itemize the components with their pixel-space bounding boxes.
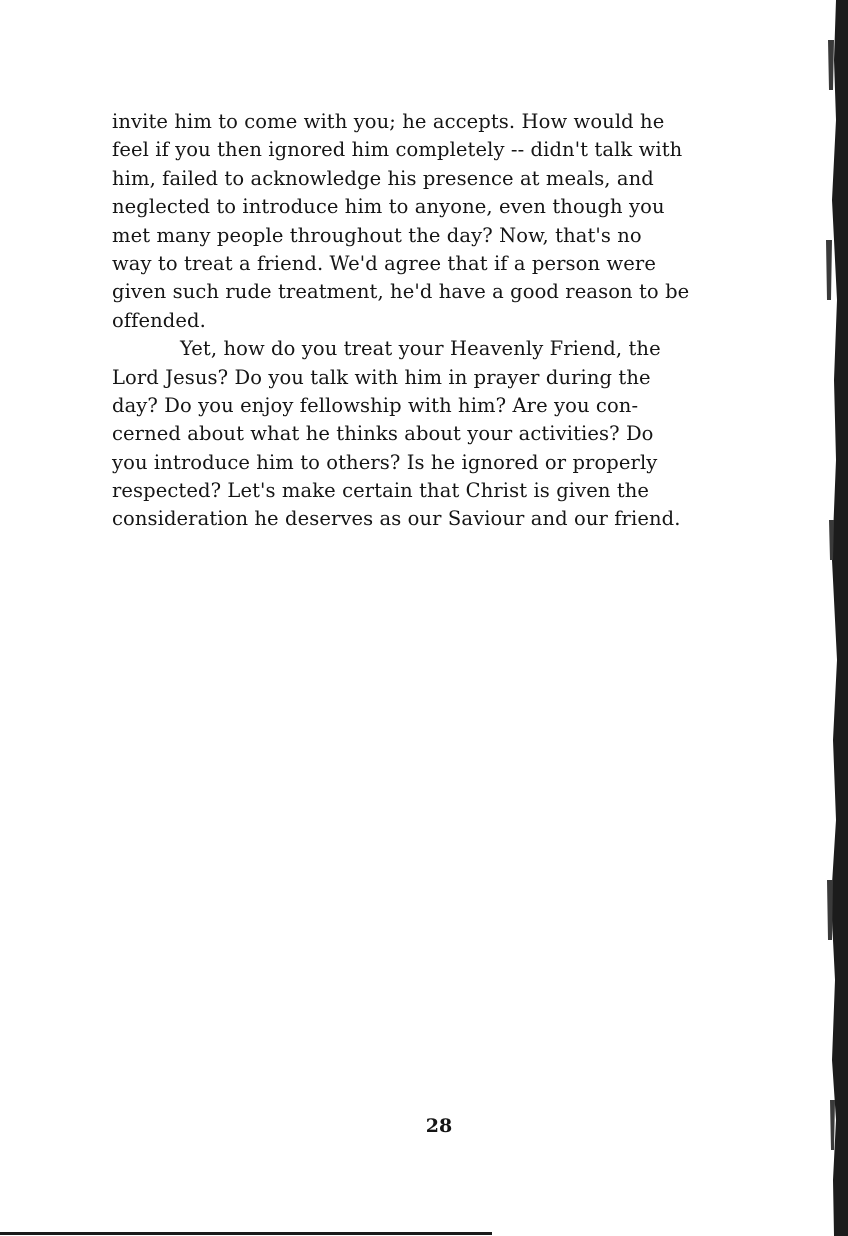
page-number: 28 <box>425 1115 453 1137</box>
paragraph-2-line-6: respected? Let's make certain that Christ is given the <box>112 479 650 503</box>
paragraph-2-line-5: you introduce him to others? Is he ignored or properly <box>112 450 658 474</box>
paragraph-2-line-1: Yet, how do you treat your Heavenly Friend, the <box>180 337 661 361</box>
bottom-edge-rule <box>0 1232 492 1235</box>
paragraph-2-line-4: cerned about what he thinks about your activities? Do <box>112 422 654 446</box>
paragraph-2-line-2: Lord Jesus? Do you talk with him in prayer during the <box>112 365 651 389</box>
paragraph-1-line-1: invite him to come with you; he accepts. How would he <box>112 110 665 133</box>
paragraph-2-line-7: consideration he deserves as our Saviour and our friend. <box>112 507 681 531</box>
paragraph-1-line-2: feel if you then ignored him completely -- didn't talk with <box>112 138 683 162</box>
scan-binding-edge <box>814 0 848 1236</box>
body-text <box>112 108 772 534</box>
paragraph-1-line-7: given such rude treatment, he'd have a good reason to be <box>112 280 690 304</box>
paragraph-1-line-8: offended. <box>112 308 206 332</box>
paragraph-2-line-3: day? Do you enjoy fellowship with him? Are you con- <box>112 393 639 417</box>
paragraph-1-line-6: way to treat a friend. We'd agree that if a person were <box>112 251 656 275</box>
paragraph-1-line-3: him, failed to acknowledge his presence at meals, and <box>112 166 654 190</box>
paragraph-1-line-4: neglected to introduce him to anyone, even though you <box>112 195 665 219</box>
paragraph-1-line-5: met many people throughout the day? Now, that's no <box>112 223 642 247</box>
